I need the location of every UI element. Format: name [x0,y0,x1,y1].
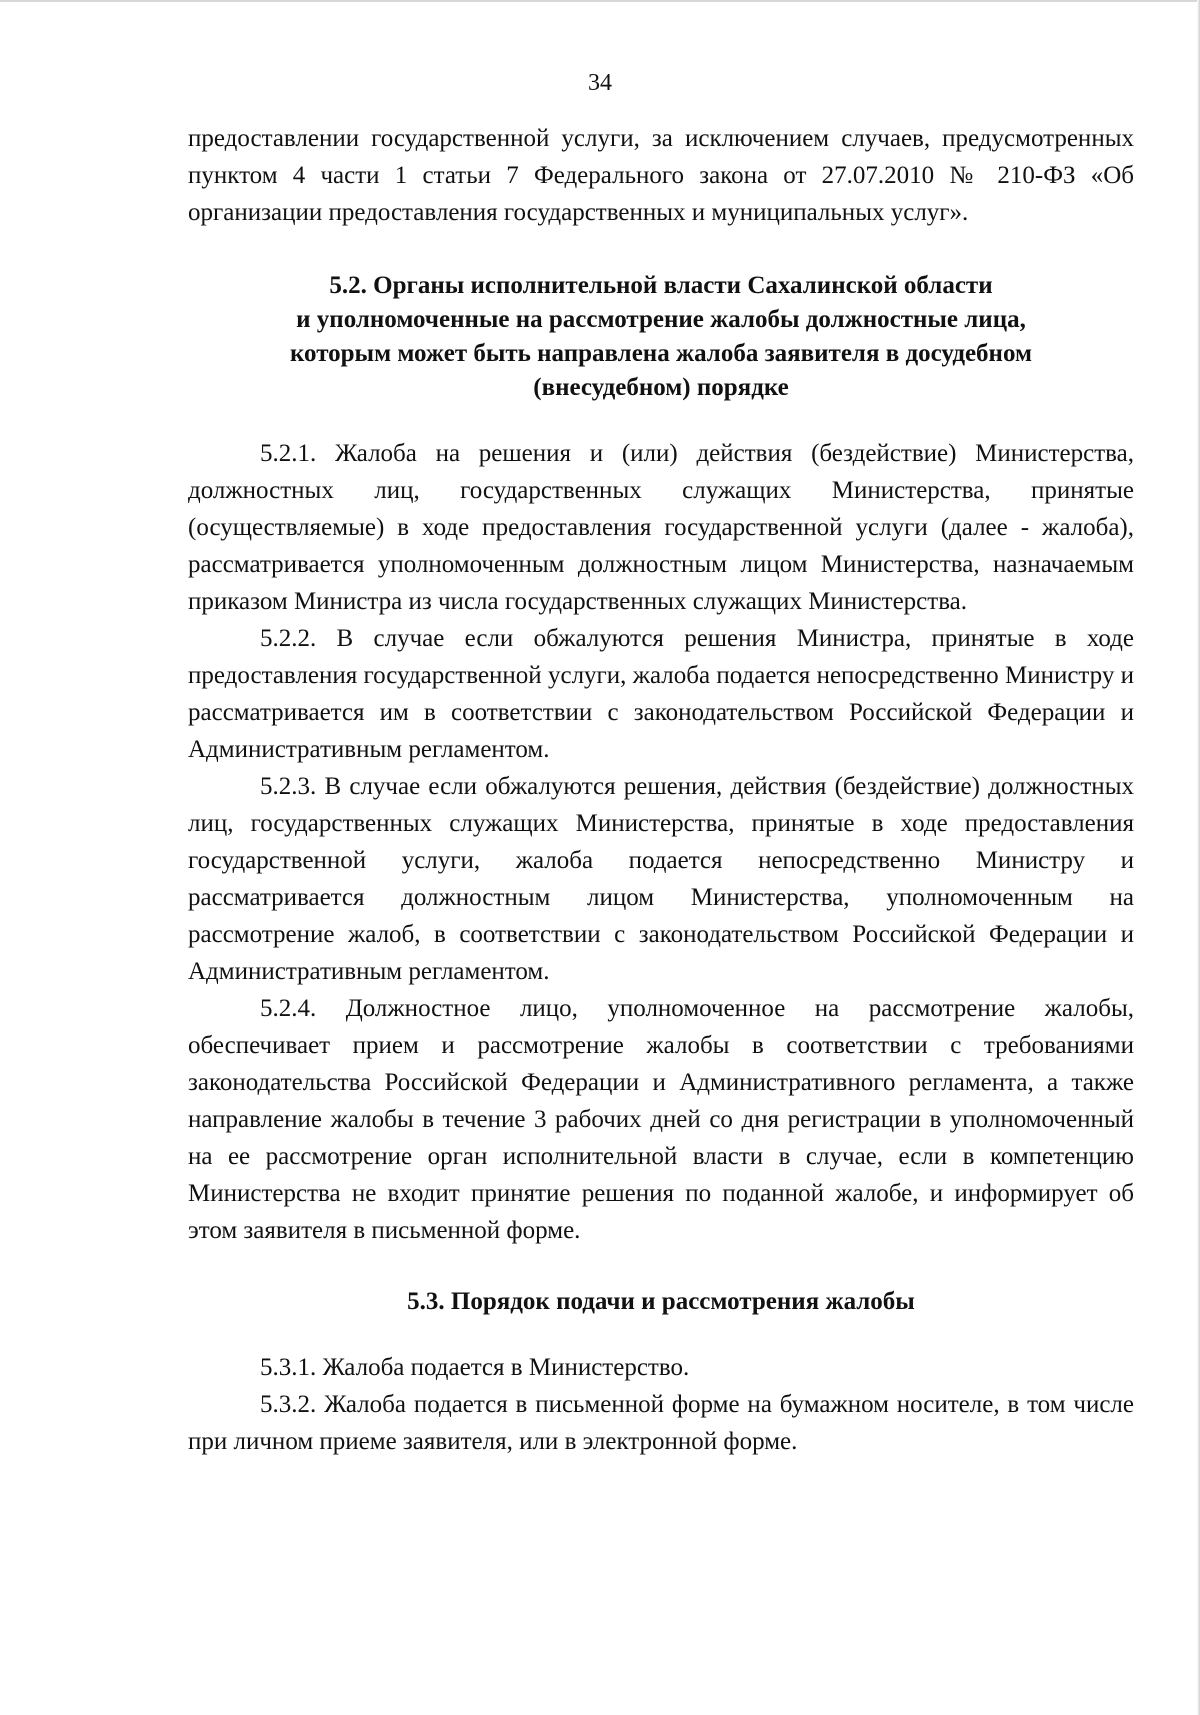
paragraph-5-3-1: 5.3.1. Жалоба подается в Министерство. [260,1354,690,1381]
section-5-2-heading [188,269,1134,405]
paragraph-5-2-1: 5.2.1. Жалоба на решения и (или) действия (бездействие) Министерства, должностных лиц, государственных служащих Министерства, принятые (осуществляемые) в ходе предоставления государственной услуги (далее - жалоба), рассматривается уполномоченным должностным лицом Министерства, назначаемым приказом Министра из числа государственных служащих Министерства. [188,440,1134,615]
document-body [188,120,1134,1460]
section-5-3-heading: 5.3. Порядок подачи и рассмотрения жалобы [407,1288,915,1315]
heading-line: и уполномоченные на рассмотрение жалобы должностные лица, [296,306,1026,333]
heading-line: 5.2. Органы исполнительной власти Сахалинской области [329,272,993,299]
paragraph-5-2-4: 5.2.4. Должностное лицо, уполномоченное на рассмотрение жалобы, обеспечивает прием и рассмотрение жалобы в соответствии с требованиями законодательства Российской Федерации и Административного регламента, а также направление жалобы в течение 3 рабочих дней со дня регистрации в уполномоченный на ее рассмотрение орган исполнительной власти в случае, если в компетенцию Министерства не входит принятие решения по поданной жалобе, и информирует об этом заявителя в письменной форме. [188,995,1134,1244]
paragraph-5-2-2: 5.2.2. В случае если обжалуются решения Министра, принятые в ходе предоставления государственной услуги, жалоба подается непосредственно Министру и рассматривается им в соответствии с законодательством Российской Федерации и Административным регламентом. [188,625,1134,763]
page-number: 34 [588,70,612,96]
scan-top-edge [0,0,1200,2]
heading-line: (внесудебном) порядке [533,374,789,401]
intro-paragraph: предоставлении государственной услуги, за исключением случаев, предусмотренных пунктом 4 части 1 статьи 7 Федерального закона от 27.07.2010 № 210-ФЗ «Об организации предоставления государственных и муниципальных услуг». [188,125,1134,226]
paragraph-5-2-3: 5.2.3. В случае если обжалуются решения, действия (бездействие) должностных лиц, государственных служащих Министерства, принятые в ходе предоставления государственной услуги, жалоба подается непосредственно Министру и рассматривается должностным лицом Министерства, уполномоченным на рассмотрение жалоб, в соответствии с законодательством Российской Федерации и Административным регламентом. [188,773,1134,985]
paragraph-5-3-2: 5.3.2. Жалоба подается в письменной форме на бумажном носителе, в том числе при личном приеме заявителя, или в электронной форме. [188,1391,1134,1455]
heading-line: которым может быть направлена жалоба заявителя в досудебном [289,340,1033,367]
